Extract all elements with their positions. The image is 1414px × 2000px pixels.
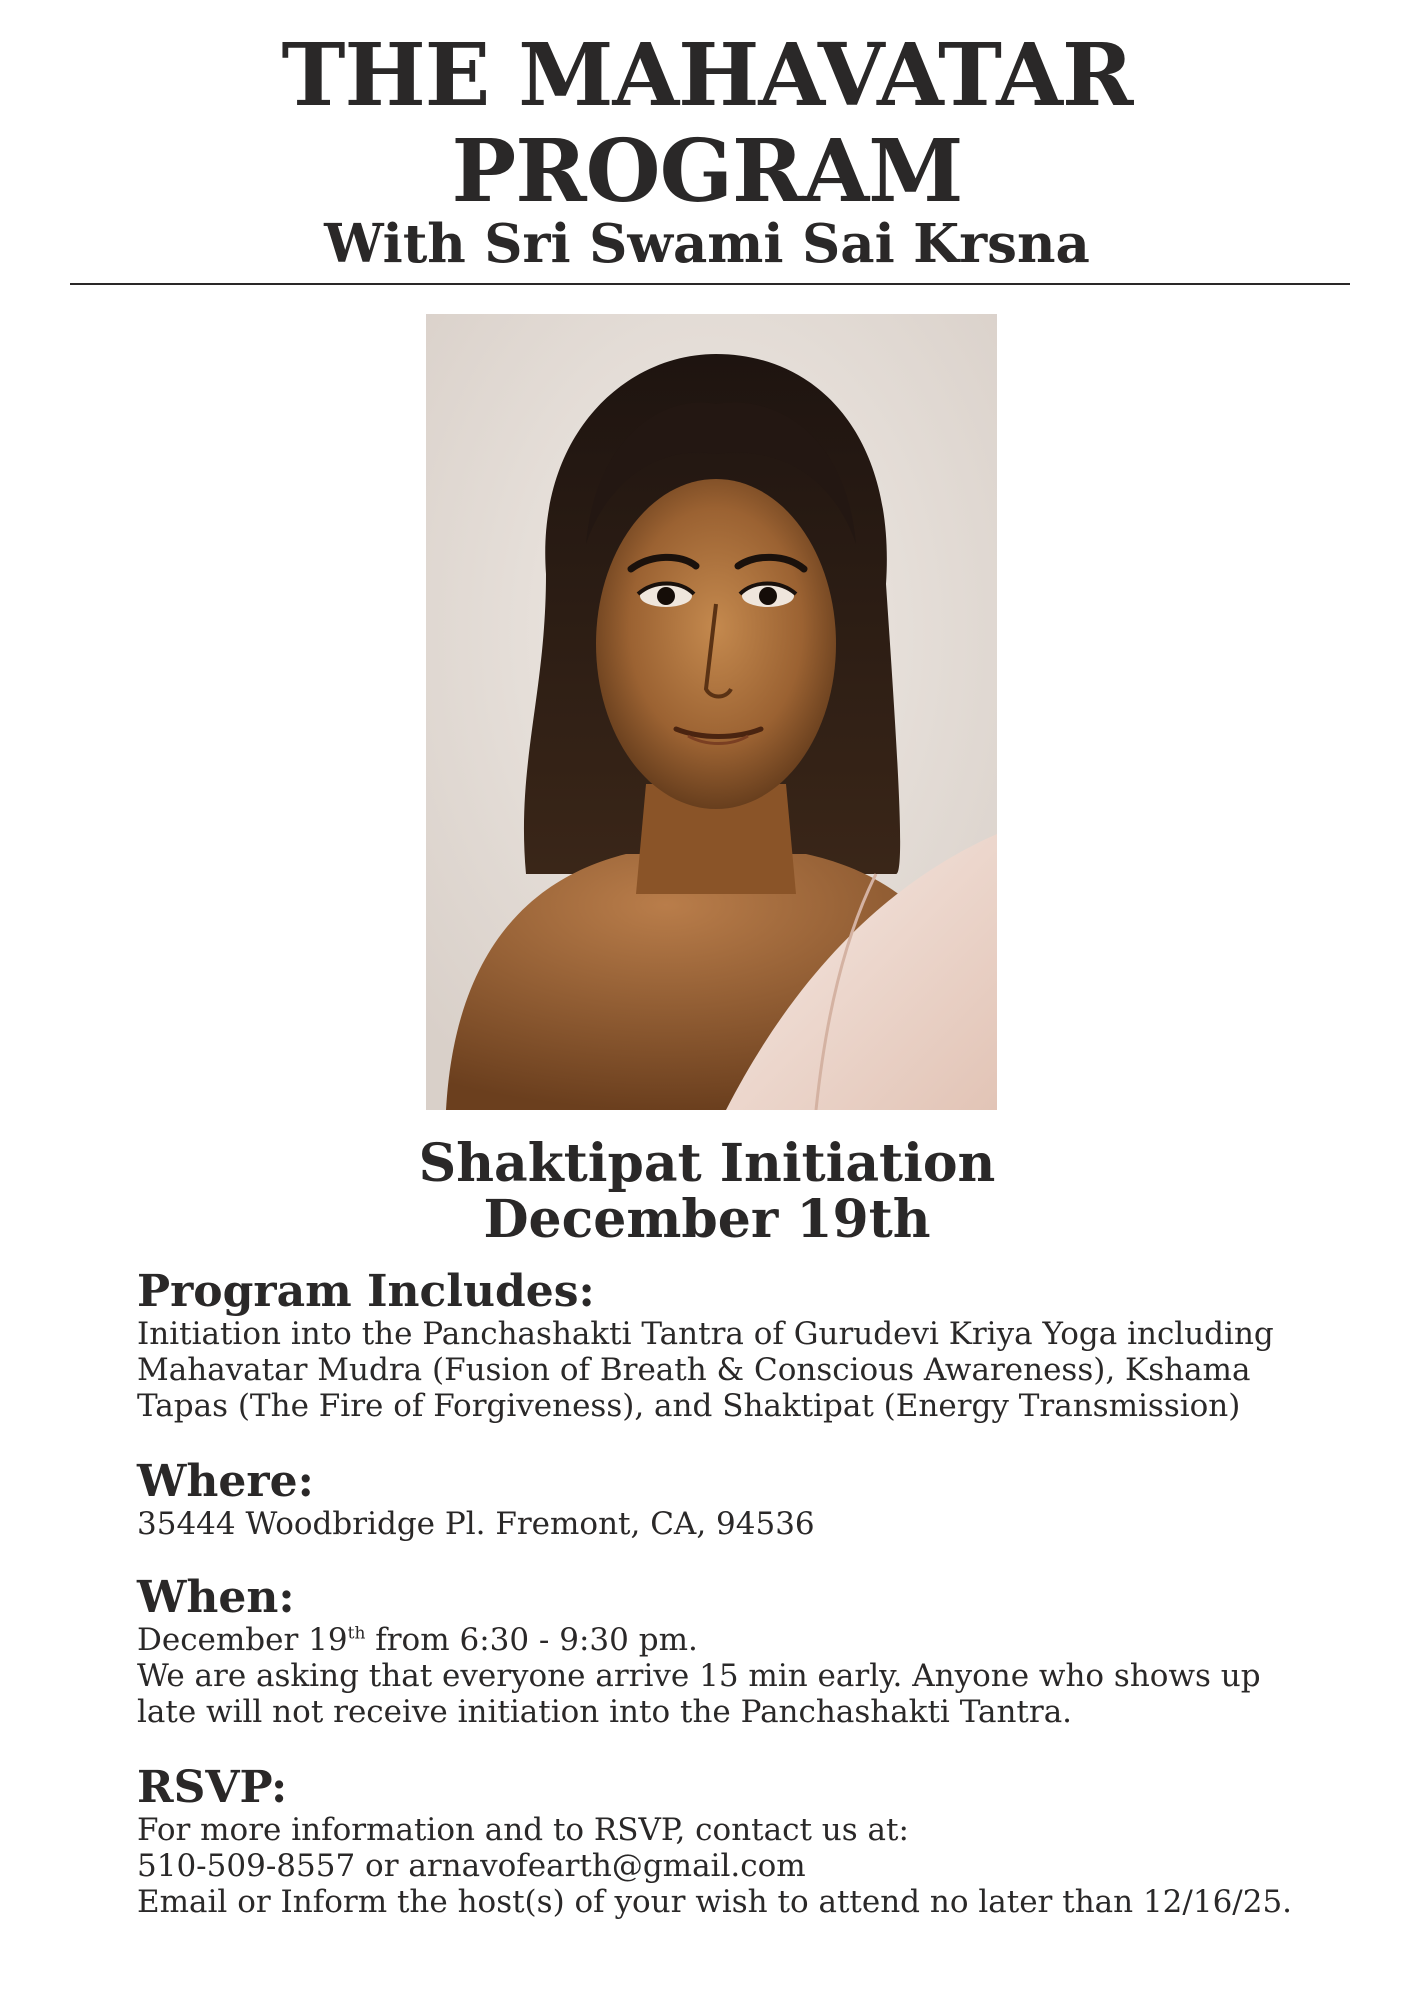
subtitle: With Sri Swami Sai Krsna (324, 213, 1090, 275)
where-section (137, 1458, 1337, 1542)
when-date-sup: th (347, 1623, 366, 1644)
when-section (137, 1574, 1337, 1730)
event-date: December 19th (483, 1189, 931, 1250)
rsvp-heading: RSVP: (137, 1762, 288, 1813)
rsvp-line-1: For more information and to RSVP, contact us at: (137, 1812, 909, 1848)
when-date (137, 1622, 1337, 1658)
program-line-2: Mahavatar Mudra (Fusion of Breath & Conscious Awareness), Kshama (137, 1352, 1251, 1388)
page-title (0, 25, 1414, 222)
when-date-prefix: December 19 (137, 1622, 348, 1658)
program-heading: Program Includes: (137, 1266, 595, 1317)
where-heading: Where: (137, 1456, 314, 1507)
when-date-suffix: from 6:30 - 9:30 pm. (365, 1622, 698, 1658)
when-note-line-1: We are asking that everyone arrive 15 min early. Anyone who shows up (137, 1658, 1261, 1694)
program-section (137, 1268, 1337, 1424)
divider (70, 283, 1350, 285)
portrait-illustration (426, 314, 997, 1110)
rsvp-contact[interactable]: 510-509-8557 or arnavofearth@gmail.com (137, 1848, 806, 1884)
title-line-2: PROGRAM (451, 121, 963, 222)
title-line-1: THE MAHAVATAR (281, 25, 1133, 126)
when-heading: When: (137, 1572, 295, 1623)
rsvp-section (137, 1764, 1337, 1920)
portrait-image (426, 314, 997, 1110)
program-line-1: Initiation into the Panchashakti Tantra of Gurudevi Kriya Yoga including (137, 1316, 1274, 1352)
program-line-3: Tapas (The Fire of Forgiveness), and Shaktipat (Energy Transmission) (137, 1388, 1241, 1424)
event-heading (0, 1133, 1414, 1250)
where-address: 35444 Woodbridge Pl. Fremont, CA, 94536 (137, 1506, 815, 1542)
event-title: Shaktipat Initiation (418, 1133, 996, 1194)
rsvp-line-3: Email or Inform the host(s) of your wish to attend no later than 12/16/25. (137, 1884, 1293, 1920)
when-note-line-2: late will not receive initiation into the Panchashakti Tantra. (137, 1694, 1073, 1730)
